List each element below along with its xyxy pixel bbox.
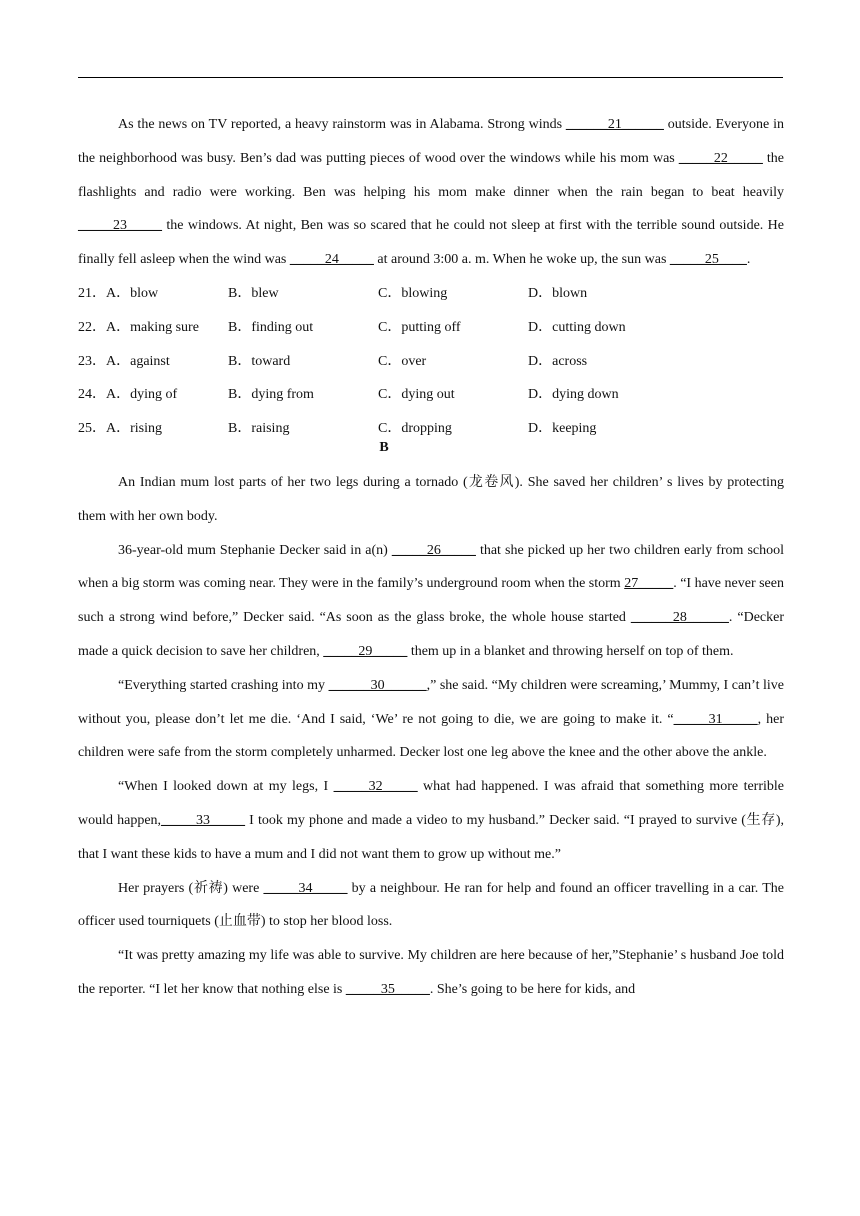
passage-text: that she picked up her two children early from school when a big storm was coming near. They were in the family’s underground room when the storm xyxy=(78,542,784,592)
option-text: A．blow xyxy=(106,285,159,301)
option-text: A．against xyxy=(106,353,170,369)
passage-b-paragraph xyxy=(78,872,784,940)
option-a xyxy=(78,345,228,379)
passage-text: I took my phone and made a video to my husband.” Decker said. “I prayed to survive (生存), that I want these kids to have a mum and I did not want them to grow up without me.” xyxy=(78,812,784,862)
passage-text: , her children were safe from the storm completely unharmed. Decker lost one leg above the knee and the other above the ankle. xyxy=(78,711,784,761)
passage-text: ,” she said. “My children were screaming,’ Mummy, I can’t live without you, please don’t let me die. ‘And I said, ‘We’ re not going to die, we are going to make it. “ xyxy=(78,677,785,727)
passage-text: As the news on TV reported, a heavy rainstorm was in Alabama. Strong winds xyxy=(118,117,566,132)
blank-22: _____22_____ xyxy=(678,150,763,166)
blank-32: _____32_____ xyxy=(333,779,418,795)
blank-31: _____31_____ xyxy=(673,711,758,727)
passage-text: 36-year-old mum Stephanie Decker said in a(n) xyxy=(118,542,392,558)
passage-text: outside. Everyone in the neighborhood was busy. Ben’s dad was putting pieces of wood over the windows while his mom was xyxy=(78,117,784,166)
document-page xyxy=(78,108,784,1007)
question-row xyxy=(78,412,784,446)
passage-text: them up in a blanket and throwing herself on top of them. xyxy=(407,643,734,659)
header-rule xyxy=(78,77,783,78)
option-d: D．across xyxy=(528,353,588,369)
passage-text: . xyxy=(746,252,751,268)
option-b: B．blew xyxy=(228,285,279,301)
question-number: 21． xyxy=(78,285,106,301)
option-a xyxy=(78,277,228,311)
blank-27: 27_____ xyxy=(624,576,674,592)
question-row xyxy=(78,345,784,379)
passage-b-paragraph xyxy=(78,939,784,1007)
option-a xyxy=(78,378,228,412)
passage-b-paragraph xyxy=(78,534,784,669)
blank-25: _____25____ xyxy=(669,252,747,268)
option-b: B．dying from xyxy=(228,387,314,403)
question-row xyxy=(78,277,784,311)
option-a xyxy=(78,412,228,446)
blank-24: _____24_____ xyxy=(289,252,374,268)
option-b: B．raising xyxy=(228,421,290,437)
option-c: C．dying out xyxy=(378,387,455,403)
question-row xyxy=(78,311,784,345)
option-c: C．putting off xyxy=(378,319,461,335)
blank-34: _____34_____ xyxy=(263,880,348,896)
question-number: 25． xyxy=(78,421,106,437)
passage-text: by a neighbour. He ran for help and found an officer travelling in a car. The officer used tourniquets (止血带) to stop her blood loss. xyxy=(78,880,784,930)
blank-26: _____26_____ xyxy=(391,542,476,558)
question-number: 24． xyxy=(78,387,106,403)
question-number: 22． xyxy=(78,319,106,335)
question-number: 23． xyxy=(78,353,106,369)
option-text: A．rising xyxy=(106,421,162,437)
option-c: C．blowing xyxy=(378,285,448,301)
option-c: C．over xyxy=(378,353,427,369)
passage-text: at around 3:00 a. m. When he woke up, the sun was xyxy=(373,252,670,268)
blank-21: ______21______ xyxy=(565,117,664,132)
option-b: B．finding out xyxy=(228,319,314,335)
option-d: D．keeping xyxy=(528,421,597,437)
option-b: B．toward xyxy=(228,353,291,369)
passage-text: the windows. At night, Ben was so scared that he could not sleep at first with the terrible sound outside. He finally fell asleep when the wind was xyxy=(78,218,784,268)
passage-text: “When I looked down at my legs, I xyxy=(118,779,334,795)
passage-text: . “I have never seen such a strong wind before,” Decker said. “As soon as the glass broke, the whole house started xyxy=(78,576,784,626)
option-d: D．dying down xyxy=(528,387,619,403)
blank-35: _____35_____ xyxy=(345,981,430,997)
blank-30: ______30______ xyxy=(328,677,427,693)
blank-23: _____23_____ xyxy=(78,218,162,234)
section-b-heading: B xyxy=(379,439,389,455)
passage-b-paragraph xyxy=(78,466,784,534)
option-text: A．dying of xyxy=(106,387,178,403)
passage-b-paragraph xyxy=(78,669,784,770)
passage-text: . She’s going to be here for kids, and xyxy=(429,981,636,997)
passage-text: “Everything started crashing into my xyxy=(118,677,329,693)
option-c: C．dropping xyxy=(378,421,452,437)
option-text: A．making sure xyxy=(106,319,199,335)
option-d: D．cutting down xyxy=(528,319,626,335)
passage-text: the flashlights and radio were working. Ben was helping his mom make dinner when the rain began to beat heavily xyxy=(78,150,784,200)
passage-text: Her prayers (祈祷) were xyxy=(118,880,264,896)
passage-a xyxy=(78,108,784,277)
blank-33: _____33_____ xyxy=(161,812,246,828)
blank-28: ______28______ xyxy=(630,610,729,626)
blank-29: _____29_____ xyxy=(323,643,408,659)
question-row xyxy=(78,378,784,412)
option-a xyxy=(78,311,228,345)
passage-text: “It was pretty amazing my life was able to survive. My children are here because of her,”Stephanie’ s husband Joe told the reporter. “I let her know that nothing else is xyxy=(78,948,784,997)
question-list xyxy=(78,277,784,446)
passage-text: . “Decker made a quick decision to save her children, xyxy=(78,610,785,659)
passage-text: what had happened. I was afraid that something more terrible would happen, xyxy=(78,779,784,828)
passage-b-paragraph xyxy=(78,770,784,871)
option-d: D．blown xyxy=(528,285,588,301)
passage-text: An Indian mum lost parts of her two legs during a tornado (龙卷风). She saved her children’ s lives by protecting them with her own body. xyxy=(78,474,784,524)
